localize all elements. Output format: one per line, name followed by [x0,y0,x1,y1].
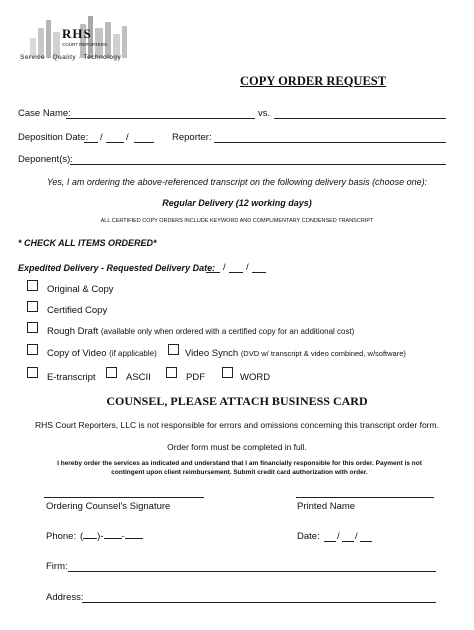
regular-delivery-option[interactable]: Regular Delivery (12 working days) [162,198,312,208]
expedited-day-field[interactable] [229,272,243,273]
copy-of-video-label [47,348,157,359]
date-separator: / [100,132,103,143]
date-separator: / [337,531,340,542]
copy-of-video-title: Copy of Video [47,348,107,359]
word-label: WORD [240,372,271,383]
case-name-label: Case Name: [18,108,71,119]
signature-label: Ordering Counsel's Signature [46,501,171,512]
date-separator: / [126,132,129,143]
rough-draft-checkbox[interactable] [27,322,38,333]
date-separator: / [246,262,249,273]
video-synch-note: (DVD w/ transcript & video combined, w/software) [240,349,406,358]
original-copy-label: Original & Copy [47,284,114,295]
check-all-instruction: * CHECK ALL ITEMS ORDERED* [18,238,157,248]
printed-name-label: Printed Name [297,501,356,512]
firm-label: Firm: [46,561,68,572]
date-label: Date: [297,531,320,542]
deposition-date-label: Deposition Date: [18,132,89,143]
rough-draft-note: (available only when ordered with a certified copy for an additional cost) [100,327,355,336]
phone-field[interactable]: ( )- - [80,531,143,542]
deposition-year-field[interactable] [134,142,154,143]
reporter-field[interactable] [214,142,446,143]
e-transcript-checkbox[interactable] [27,367,38,378]
address-field[interactable] [82,602,436,603]
delivery-statement: Yes, I am ordering the above-referenced transcript on the following delivery basis (choose one): [46,177,428,187]
rough-draft-title: Rough Draft [47,326,99,337]
signature-month-field[interactable] [324,541,336,542]
authorization-text: I hereby order the services as indicated and understand that I am financially responsible for this order. Payment is not contingent upon client reimbursement. Submit credit card authorization with order. [57,460,422,476]
certified-copy-checkbox[interactable] [27,301,38,312]
deponent-field[interactable] [70,164,446,165]
printed-name-field[interactable] [296,497,434,498]
date-separator: / [355,531,358,542]
logo-tagline: Service · Quality · Technology [20,54,122,61]
logo-subtitle: COURT REPORTERS [62,42,108,47]
word-checkbox[interactable] [222,367,233,378]
pdf-checkbox[interactable] [166,367,177,378]
firm-field[interactable] [68,571,436,572]
signature-year-field[interactable] [360,541,372,542]
certified-copy-note: ALL CERTIFIED COPY ORDERS INCLUDE KEYWORD AND COMPLIMENTARY CONDENSED TRANSCRIPT [100,218,374,224]
certified-copy-label: Certified Copy [47,305,108,316]
page-title: COPY ORDER REQUEST [240,74,387,88]
deposition-month-field[interactable] [84,142,98,143]
logo-name: RHS [62,26,92,41]
opposing-party-field[interactable] [274,118,446,119]
e-transcript-label: E-transcript [47,372,96,383]
date-separator: / [223,262,226,273]
case-name-field[interactable] [66,118,255,119]
copy-of-video-checkbox[interactable] [27,344,38,355]
ascii-label: ASCII [126,372,151,383]
company-logo [20,14,132,72]
video-synch-label [185,348,406,359]
video-synch-title: Video Synch [185,348,239,359]
phone-label: Phone: [46,531,77,542]
video-synch-checkbox[interactable] [168,344,179,355]
rough-draft-label [47,326,354,337]
business-card-heading: COUNSEL, PLEASE ATTACH BUSINESS CARD [106,394,368,408]
signature-field[interactable] [44,497,204,498]
address-label: Address: [46,592,84,603]
ascii-checkbox[interactable] [106,367,117,378]
deposition-day-field[interactable] [106,142,124,143]
disclaimer-text: RHS Court Reporters, LLC is not responsible for errors and omissions concerning this transcript order form. [35,420,439,430]
expedited-delivery-label: Expedited Delivery - Requested Delivery Date: [18,263,216,273]
vs-label: vs. [258,108,271,119]
deponent-label: Deponent(s): [18,154,73,165]
reporter-label: Reporter: [172,132,212,143]
completion-note: Order form must be completed in full. [167,442,307,452]
expedited-year-field[interactable] [252,272,266,273]
signature-day-field[interactable] [342,541,354,542]
copy-of-video-note: (if applicable) [109,349,157,358]
original-copy-checkbox[interactable] [27,280,38,291]
pdf-label: PDF [186,372,205,383]
expedited-month-field[interactable] [206,272,220,273]
